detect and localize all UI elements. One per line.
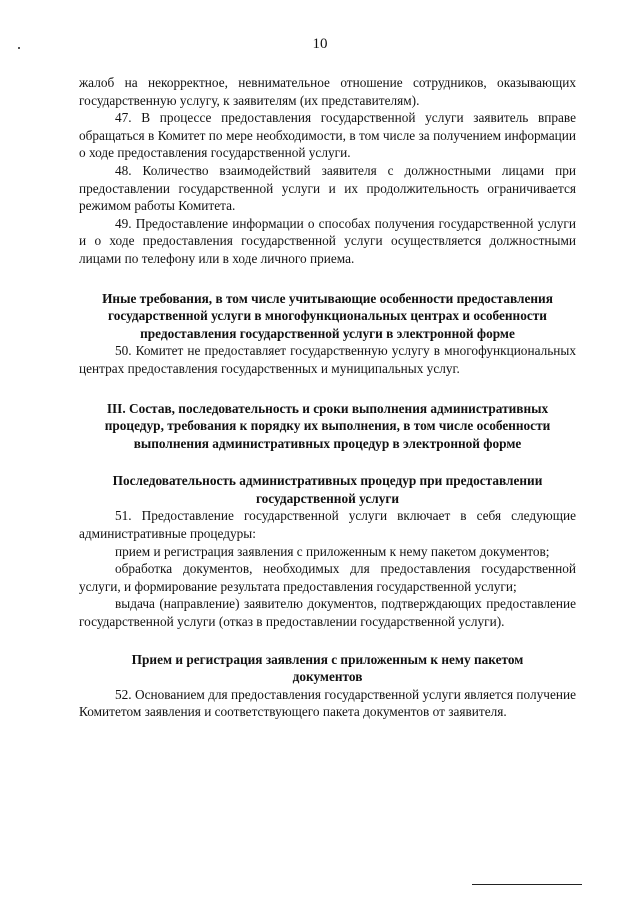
paragraph-47: 47. В процессе предоставления государственной услуги заявитель вправе обращаться в Комитет по мере необходимости, в том числе за получением информации о ходе предоставления государственной услуги. [79, 110, 576, 161]
page-content [79, 74, 576, 721]
heading-other-requirements: Иные требования, в том числе учитывающие особенности предоставления государственной услуги в многофункциональных центрах и особенности предоставления государственной услуги в электронной форме [102, 290, 553, 341]
paragraph-50: 50. Комитет не предоставляет государственную услугу в многофункциональных центрах предоставления государственных и муниципальных услуг. [79, 343, 576, 376]
heading-reception-registration: Прием и регистрация заявления с приложенным к нему пакетом документов [131, 651, 524, 685]
paragraph-48: 48. Количество взаимодействий заявителя с должностными лицами при предоставлении государственной услуги и их продолжительность ограничивается режимом работы Комитета. [79, 162, 576, 214]
heading-procedure-sequence: Последовательность административных процедур при предоставлении государственной услуги [112, 473, 543, 506]
procedure-item-issuance: выдача (направление) заявителю документов, подтверждающих предоставление государственной услуги (отказ в предоставлении государственной услуги). [79, 596, 576, 630]
paragraph-continuation: жалоб на некорректное, невнимательное отношение сотрудников, оказывающих государственную услугу, к заявителям (их представителям). [79, 75, 576, 108]
paragraph-51: 51. Предоставление государственной услуги включает в себя следующие административные процедуры: [79, 508, 576, 542]
procedure-item-processing: обработка документов, необходимых для предоставления государственной услуги, и формирование результата предоставления государственной услуги; [79, 561, 576, 594]
section-3-heading: III. Состав, последовательность и сроки выполнения административных процедур, требования к порядку их выполнения, в том числе особенности выполнения административных процедур в электронной форме [104, 400, 551, 451]
procedure-item-reception: прием и регистрация заявления с приложенным к нему пакетом документов; [115, 543, 550, 559]
page-number: 10 [312, 36, 328, 52]
paragraph-52: 52. Основанием для предоставления государственной услуги является получение Комитетом заявления и соответствующего пакета документов от заявителя. [79, 686, 576, 720]
paragraph-49: 49. Предоставление информации о способах получения государственной услуги и о ходе предоставления государственной услуги осуществляется должностными лицами по телефону или в ходе личного приема. [79, 215, 576, 266]
footer-rule [472, 884, 582, 885]
